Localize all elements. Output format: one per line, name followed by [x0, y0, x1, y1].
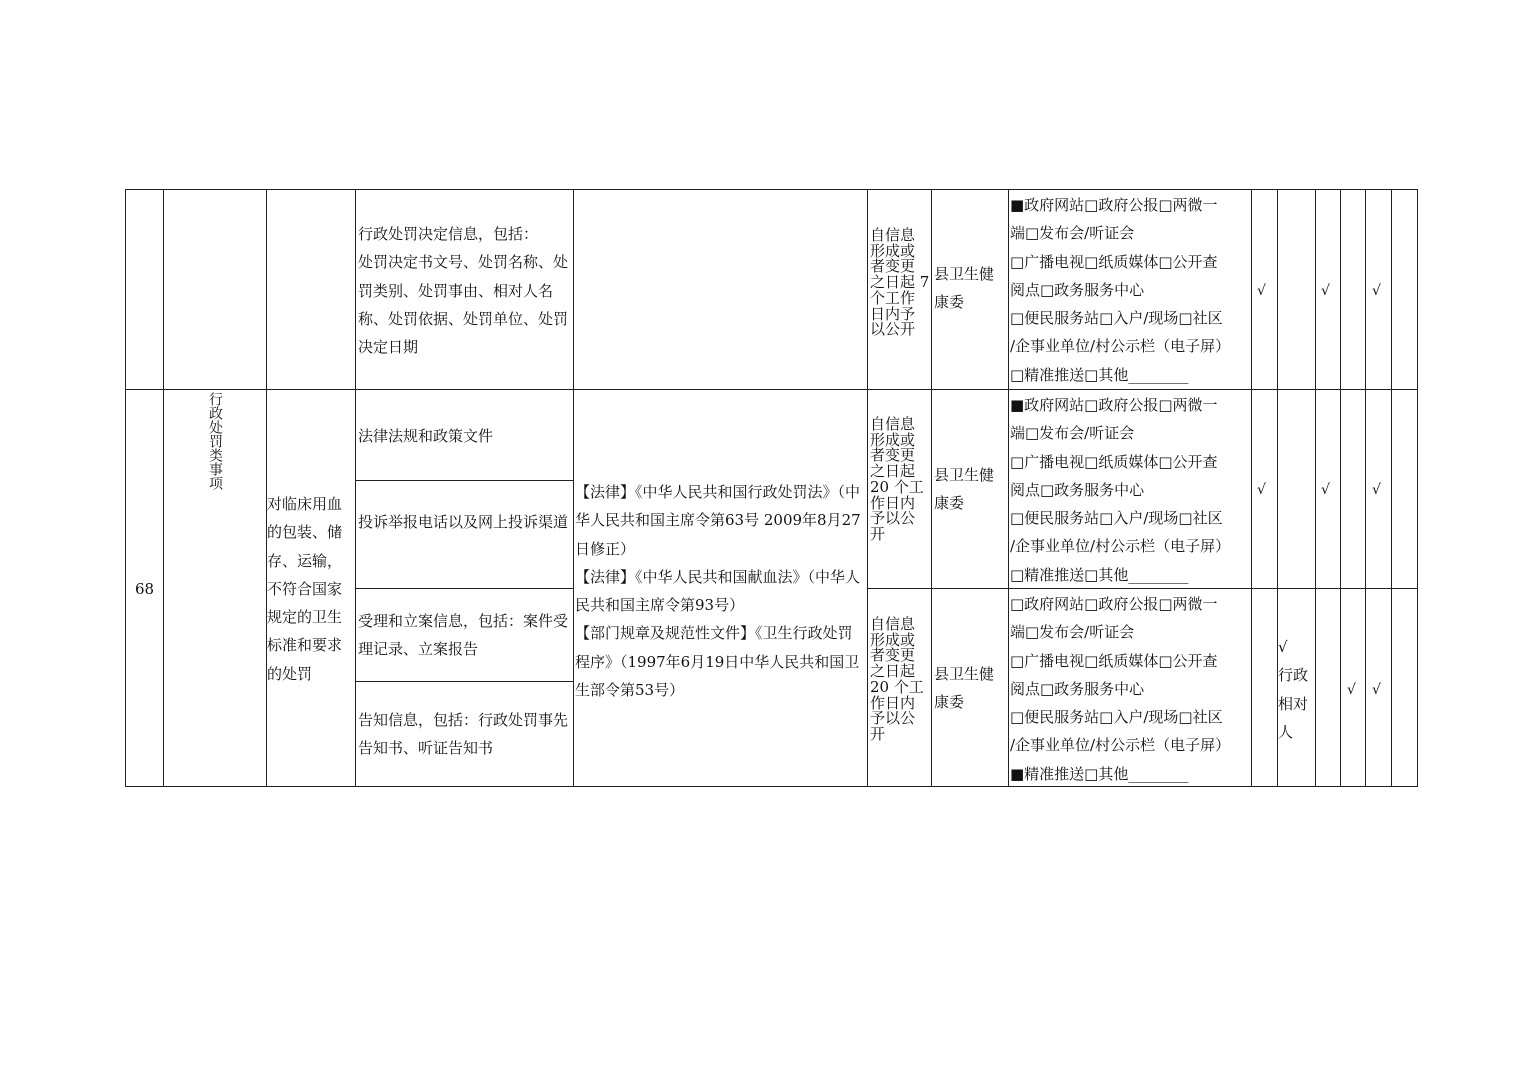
channel-line: 阅点□政务服务中心 — [1010, 280, 1145, 299]
channel-line: □广播电视□纸质媒体□公开查 — [1010, 651, 1218, 670]
column-divider — [1365, 189, 1366, 787]
disclosure-table — [125, 189, 1418, 787]
column-divider — [266, 189, 267, 787]
row-divider — [355, 588, 574, 589]
check-mark: √ — [1372, 482, 1381, 498]
time-limit: 自信息 形成或 者变更 之日起 20 个工 作日内 予以公 开 — [870, 615, 924, 743]
channel-line: □精准推送□其他________ — [1010, 565, 1189, 584]
column-divider — [1008, 189, 1009, 787]
disclosure-content: 法律法规和政策文件 — [358, 427, 494, 445]
column-divider — [573, 189, 574, 787]
row-divider — [125, 389, 1418, 390]
check-mark: √ — [1372, 682, 1381, 698]
channel-line: 端□发布会/听证会 — [1010, 623, 1135, 642]
channel-line: 阅点□政务服务中心 — [1010, 679, 1145, 698]
item-category: 行政处罚类事项 — [207, 392, 223, 490]
check-mark: √ — [1257, 283, 1266, 299]
disclosure-subject: 县卫生健 康委 — [934, 265, 995, 312]
channel-list — [1010, 191, 1251, 389]
time-limit: 自信息 形成或 者变更 之日起 20 个工 作日内 予以公 开 — [870, 415, 924, 543]
column-divider — [163, 189, 164, 787]
check-mark: √ — [1321, 482, 1330, 498]
check-mark: √ — [1347, 682, 1356, 698]
check-mark: √ — [1257, 482, 1266, 498]
channel-line: ■精准推送□其他________ — [1010, 764, 1189, 783]
column-divider — [1391, 189, 1392, 787]
table-border-top — [125, 189, 1418, 190]
check-mark: √ — [1372, 283, 1381, 299]
channel-line: ■政府网站□政府公报□两微一 — [1010, 396, 1218, 414]
row-divider — [355, 480, 574, 481]
disclosure-content: 投诉举报电话以及网上投诉渠道 — [358, 513, 569, 531]
channel-line: □广播电视□纸质媒体□公开查 — [1010, 452, 1218, 471]
channel-line: /企事业单位/村公示栏（电子屏） — [1010, 537, 1231, 556]
item-name: 对临床用血 的包装、储 存、运输， 不符合国家 规定的卫生 标准和要求 的处罚 — [267, 495, 343, 683]
disclosure-content: 行政处罚决定信息，包括： 处罚决定书文号、处罚名称、处罚类别、处罚事由、相对人名称、处罚依据、处罚单位、处罚决定日期 — [358, 225, 569, 357]
disclosure-subject: 县卫生健 康委 — [934, 466, 995, 513]
column-divider — [867, 189, 868, 787]
column-divider — [1340, 189, 1341, 787]
channel-line: 阅点□政务服务中心 — [1010, 480, 1145, 499]
column-divider — [1251, 189, 1252, 787]
disclosure-subject: 县卫生健 康委 — [934, 665, 995, 712]
disclosure-content: 受理和立案信息，包括：案件受理记录、立案报告 — [358, 612, 569, 659]
channel-line: /企事业单位/村公示栏（电子屏） — [1010, 736, 1231, 755]
item-number: 68 — [135, 580, 155, 598]
channel-line: □广播电视□纸质媒体□公开查 — [1010, 252, 1218, 271]
disclosure-basis: 【法律】《中华人民共和国行政处罚法》（中华人民共和国主席令第63号 2009年8月27日修正） 【法律】《中华人民共和国献血法》（中华人民共和国主席令第93号） 【部门规章及规范性文件】《卫生行政处罚程序》（1997年6月19日中华人民共和国卫生部令第53号） — [575, 483, 861, 700]
channel-line: /企事业单位/村公示栏（电子屏） — [1010, 337, 1231, 356]
channel-list — [1010, 590, 1251, 788]
row-divider — [355, 681, 574, 682]
table-border-right — [1417, 189, 1418, 787]
channel-line: ■政府网站□政府公报□两微一 — [1010, 196, 1218, 214]
disclosure-content: 告知信息，包括：行政处罚事先告知书、听证告知书 — [358, 711, 569, 758]
channel-line: □便民服务站□入户/现场□社区 — [1010, 309, 1223, 328]
time-limit: 自信息 形成或 者变更 之日起 7 个工作 日内予 以公开 — [870, 226, 930, 339]
channel-line: □便民服务站□入户/现场□社区 — [1010, 509, 1223, 528]
column-divider — [1315, 189, 1316, 787]
channel-line: □便民服务站□入户/现场□社区 — [1010, 708, 1223, 727]
channel-line: 端□发布会/听证会 — [1010, 224, 1135, 243]
table-border-left — [125, 189, 126, 787]
specific-disclosure-mark: √ 行政 相对 人 — [1278, 638, 1309, 741]
channel-line: □政府网站□政府公报□两微一 — [1010, 595, 1218, 613]
channel-list — [1010, 391, 1251, 589]
check-mark: √ — [1321, 283, 1330, 299]
channel-line: □精准推送□其他________ — [1010, 365, 1189, 384]
column-divider — [355, 189, 356, 787]
channel-line: 端□发布会/听证会 — [1010, 424, 1135, 443]
